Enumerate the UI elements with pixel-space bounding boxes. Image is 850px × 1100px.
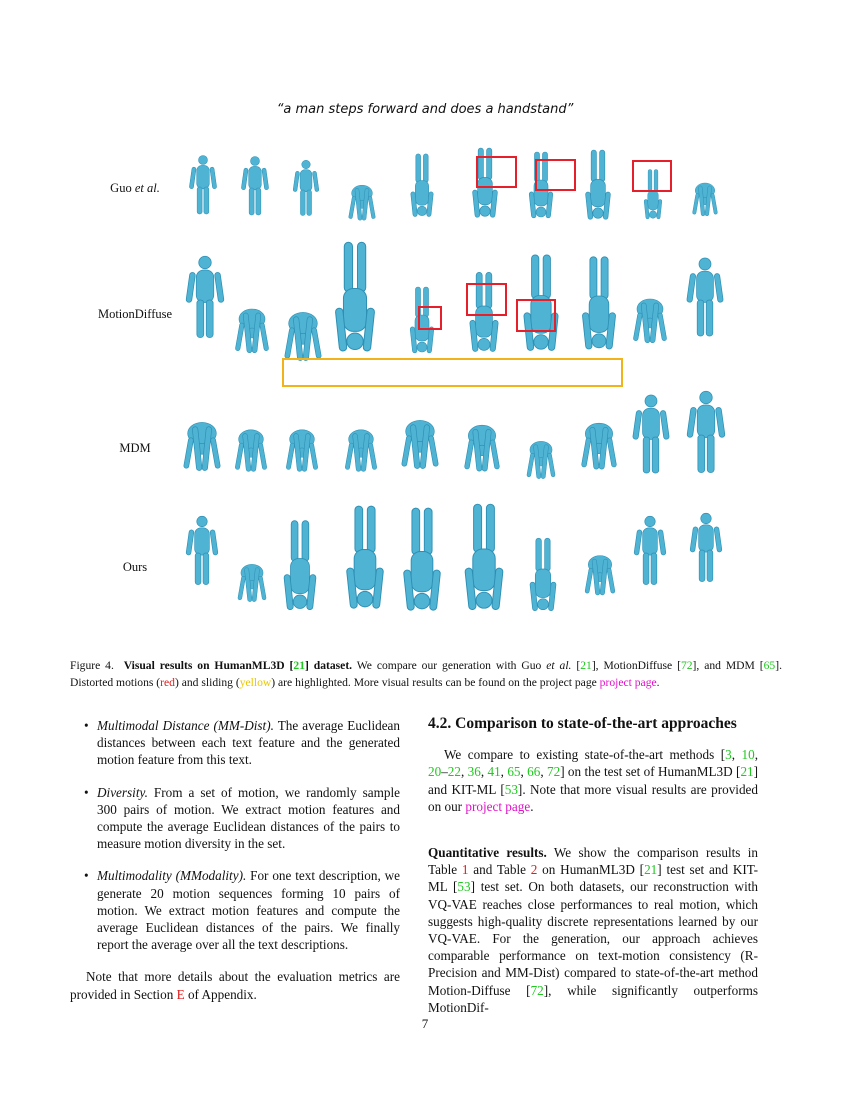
pose-mdm-1 — [183, 422, 220, 470]
pose-mdm-4 — [345, 430, 377, 472]
pose-ours-2 — [238, 564, 267, 601]
right-column — [428, 715, 758, 1016]
citation-link[interactable]: 72 — [680, 659, 693, 672]
figure-caption: Figure 4. Visual results on HumanML3D [21] dataset. We compare our generation with Guo et al. [21], MotionDiffuse [72], and MDM [65]. Distorted motions (red) and sliding (yellow) are highlighted. More visual results can be found on the project page project page. — [70, 659, 782, 689]
citation-link[interactable]: 21 — [740, 764, 754, 780]
table-link[interactable]: 2 — [530, 862, 538, 878]
pose-md-1 — [186, 256, 224, 337]
citation-link[interactable]: 21 — [293, 659, 305, 672]
citation-link[interactable]: 65 — [763, 659, 776, 672]
pose-guo-5 — [411, 154, 434, 217]
citation-link[interactable]: 41 — [487, 764, 501, 780]
citation-link[interactable]: 72 — [547, 764, 561, 780]
pose-mdm-9 — [633, 395, 670, 473]
row-label-guo: Guo et al. — [110, 181, 160, 195]
pose-guo-7 — [529, 152, 553, 218]
pose-md-5 — [410, 287, 434, 353]
table-link[interactable]: 1 — [461, 862, 469, 878]
pose-ours-1 — [186, 516, 218, 584]
citation-link[interactable]: 72 — [530, 982, 544, 998]
pose-md-9 — [633, 299, 667, 343]
citation-link[interactable]: 36 — [467, 764, 481, 780]
pose-ours-3 — [284, 521, 316, 610]
pose-ours-9 — [634, 516, 666, 584]
pose-ours-6 — [465, 504, 503, 610]
appendix-link[interactable]: E — [176, 986, 185, 1002]
pose-guo-2 — [241, 157, 269, 216]
row-label-mdm: MDM — [119, 441, 151, 455]
left-column — [70, 717, 400, 1003]
pose-ours-10 — [690, 513, 722, 581]
pose-guo-9 — [644, 170, 662, 220]
metric-item-diversity: • Diversity. From a set of motion, we randomly sample 300 pairs of motion. We extract motion features and compute the average Euclidean distances of the pairs to measure motion diversity in the set. — [84, 784, 400, 852]
pose-guo-8 — [585, 150, 610, 219]
comparison-paragraph: We compare to existing state-of-the-art methods [3, 10, 20–22, 36, 41, 65, 66, 72] on the test set of HumanML3D [21] and KIT-ML [53]. Note that more visual results are provided on our project page. — [428, 747, 759, 814]
pose-mdm-10 — [687, 391, 725, 472]
citation-link[interactable]: 66 — [527, 764, 541, 780]
citation-link[interactable]: 3 — [725, 747, 732, 763]
citation-link[interactable]: 22 — [447, 764, 461, 780]
metric-item-mmodality: • Multimodality (MModality). For one text description, we generate 20 motion sequences forming 10 pairs of motion. We extract motion features and compute the average Euclidean distances of the pairs. We finally report the average over all the text descriptions. — [84, 868, 400, 953]
sliding-box — [283, 359, 622, 386]
pose-md-8 — [582, 257, 616, 349]
pose-guo-4 — [349, 185, 376, 220]
citation-link[interactable]: 53 — [457, 879, 471, 895]
citation-link[interactable]: 21 — [580, 659, 592, 672]
project-page-link[interactable]: project page — [599, 676, 657, 689]
citation-link[interactable]: 10 — [741, 747, 755, 763]
citation-link[interactable]: 65 — [507, 764, 521, 780]
section-heading: 4.2. Comparison to state-of-the-art approaches — [428, 715, 737, 732]
pose-ours-8 — [585, 556, 615, 596]
citation-link[interactable]: 53 — [504, 781, 518, 797]
pose-mdm-5 — [401, 420, 438, 468]
pose-guo-10 — [692, 183, 717, 216]
pose-mdm-8 — [581, 423, 616, 469]
pose-md-3 — [284, 312, 321, 360]
pose-md-10 — [687, 258, 724, 336]
pose-md-2 — [235, 309, 269, 353]
pose-mdm-7 — [527, 441, 556, 478]
pose-ours-4 — [346, 506, 383, 608]
row-label-ours: Ours — [122, 560, 148, 574]
figure-poses — [0, 140, 850, 640]
quantitative-results-paragraph: Quantitative results. We show the comparison results in Table 1 and Table 2 on HumanML3D [21] test set and KIT-ML [53] test set. On both datasets, our reconstruction with VQ-VAE reaches close performances to real motion, which suggests high-quality discrete representations learned by our VQ-VAE. For the generation, our approach achieves comparable performance on text-motion consistency (R-Precision and MM-Dist) compared to state-of-the-art method Motion-Diffuse [72], while significantly outperforms MotionDif- — [428, 845, 759, 1015]
page-number: 7 — [421, 1016, 429, 1031]
pose-ours-5 — [403, 508, 440, 610]
project-page-link[interactable]: project page — [465, 798, 531, 814]
metric-item-mm-dist: • Multimodal Distance (MM-Dist). The average Euclidean distances between each text feature and the generated motion feature from this text. — [84, 718, 401, 768]
pose-guo-3 — [293, 160, 319, 215]
pose-mdm-2 — [235, 430, 267, 472]
pose-md-7 — [524, 255, 559, 351]
figure-prompt: “a man steps forward and does a handstand” — [276, 102, 574, 117]
pose-md-4 — [335, 242, 375, 351]
pose-guo-1 — [189, 156, 217, 215]
metrics-note: Note that more details about the evaluation metrics are provided in Section E of Appendix. — [70, 969, 400, 1002]
citation-link[interactable]: 21 — [644, 862, 658, 878]
pose-mdm-6 — [464, 425, 499, 471]
pose-ours-7 — [530, 538, 556, 611]
pose-mdm-3 — [286, 430, 318, 472]
row-label-motiondiffuse: MotionDiffuse — [97, 307, 173, 321]
citation-link[interactable]: 20 — [428, 764, 442, 780]
